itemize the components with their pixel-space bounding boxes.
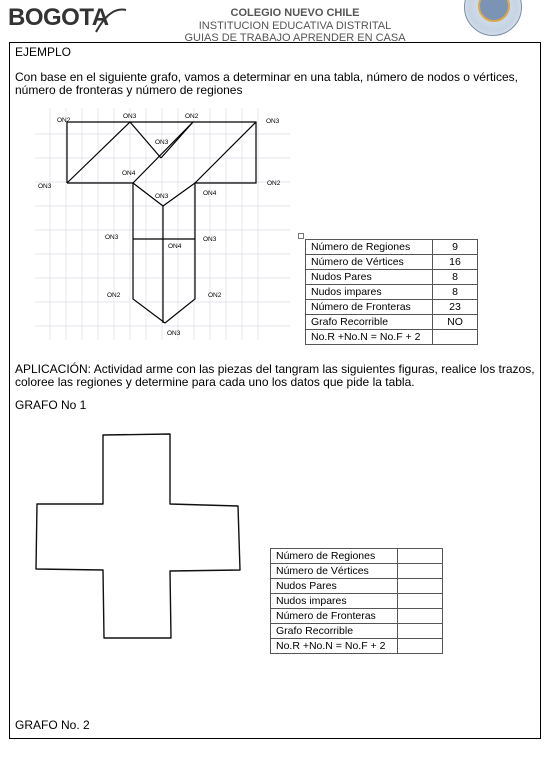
row-label: Nudos impares <box>271 594 398 609</box>
node-label: ON2 <box>208 292 222 299</box>
row-label: Número de Regiones <box>271 549 398 564</box>
row-label: No.R +No.N = No.F + 2 <box>306 330 433 345</box>
row-label: Nudos Pares <box>306 270 433 285</box>
table-row <box>271 594 443 609</box>
table-row <box>271 624 443 639</box>
node-label: ON3 <box>203 236 217 243</box>
node-label: ON3 <box>266 118 280 125</box>
row-value[interactable] <box>398 564 443 579</box>
application-text: APLICACIÓN: Actividad arme con las piezas del tangram las siguientes figuras, realice los trazos, coloree las regiones y determine para cada uno los datos que pide la tabla. <box>15 362 535 389</box>
row-label: Número de Vértices <box>306 255 433 270</box>
node-label: ON2 <box>267 180 281 187</box>
node-label: ON2 <box>107 292 121 299</box>
row-value[interactable] <box>398 609 443 624</box>
node-label: ON2 <box>57 117 71 124</box>
school-header <box>150 7 440 45</box>
row-label: Número de Vértices <box>271 564 398 579</box>
table-anchor-icon <box>298 233 304 239</box>
node-label: ON3 <box>38 183 52 190</box>
row-label: Grafo Recorrible <box>271 624 398 639</box>
node-label: ON4 <box>122 170 136 177</box>
row-value[interactable]: NO <box>433 315 478 330</box>
row-label: Número de Fronteras <box>271 609 398 624</box>
table-row <box>271 609 443 624</box>
school-name: COLEGIO NUEVO CHILE <box>230 7 360 19</box>
table-row <box>306 285 478 300</box>
bogota-logo: BOGOTA <box>8 4 109 31</box>
table-row <box>271 564 443 579</box>
row-label: Nudos impares <box>306 285 433 300</box>
row-value[interactable] <box>433 330 478 345</box>
table-row <box>271 549 443 564</box>
table-row <box>306 270 478 285</box>
example-graph-diagram <box>35 108 290 340</box>
node-label: ON2 <box>185 113 199 120</box>
grafo1-title: GRAFO No 1 <box>15 398 87 412</box>
example-heading: EJEMPLO <box>15 45 72 59</box>
row-value[interactable] <box>398 639 443 654</box>
guide-title: GUIAS DE TRABAJO APRENDER EN CASA <box>184 32 406 44</box>
graph-edges <box>67 122 256 323</box>
table-row <box>271 639 443 654</box>
table-row <box>306 330 478 345</box>
table-row <box>306 315 478 330</box>
row-value[interactable]: 16 <box>433 255 478 270</box>
row-label: Número de Regiones <box>306 240 433 255</box>
example-intro: Con base en el siguiente grafo, vamos a determinar en una tabla, número de nodos o vértices, número de fronteras y número de regiones <box>15 70 518 97</box>
row-value[interactable] <box>398 624 443 639</box>
example-data-table <box>305 239 478 345</box>
row-value[interactable] <box>398 594 443 609</box>
row-label: No.R +No.N = No.F + 2 <box>271 639 398 654</box>
row-label: Número de Fronteras <box>306 300 433 315</box>
grafo1-data-table <box>270 548 443 654</box>
row-value[interactable]: 23 <box>433 300 478 315</box>
table-row <box>306 240 478 255</box>
row-value[interactable] <box>398 579 443 594</box>
cross-figure <box>30 430 250 645</box>
node-label: ON3 <box>155 193 169 200</box>
table-row <box>271 579 443 594</box>
node-label: ON3 <box>105 234 119 241</box>
row-label: Grafo Recorrible <box>306 315 433 330</box>
row-value[interactable]: 9 <box>433 240 478 255</box>
node-label: ON3 <box>123 113 137 120</box>
node-label: ON3 <box>155 139 169 146</box>
table-row <box>306 255 478 270</box>
institution-type: INSTITUCION EDUCATIVA DISTRITAL <box>198 19 392 32</box>
node-label: ON4 <box>203 190 217 197</box>
row-value[interactable] <box>398 549 443 564</box>
table-row <box>306 300 478 315</box>
row-value[interactable]: 8 <box>433 285 478 300</box>
node-label: ON3 <box>167 330 181 337</box>
row-value[interactable]: 8 <box>433 270 478 285</box>
node-label: ON4 <box>168 243 182 250</box>
row-label: Nudos Pares <box>271 579 398 594</box>
logo-swoosh-icon <box>92 4 132 36</box>
grafo2-title: GRAFO No. 2 <box>15 718 90 732</box>
